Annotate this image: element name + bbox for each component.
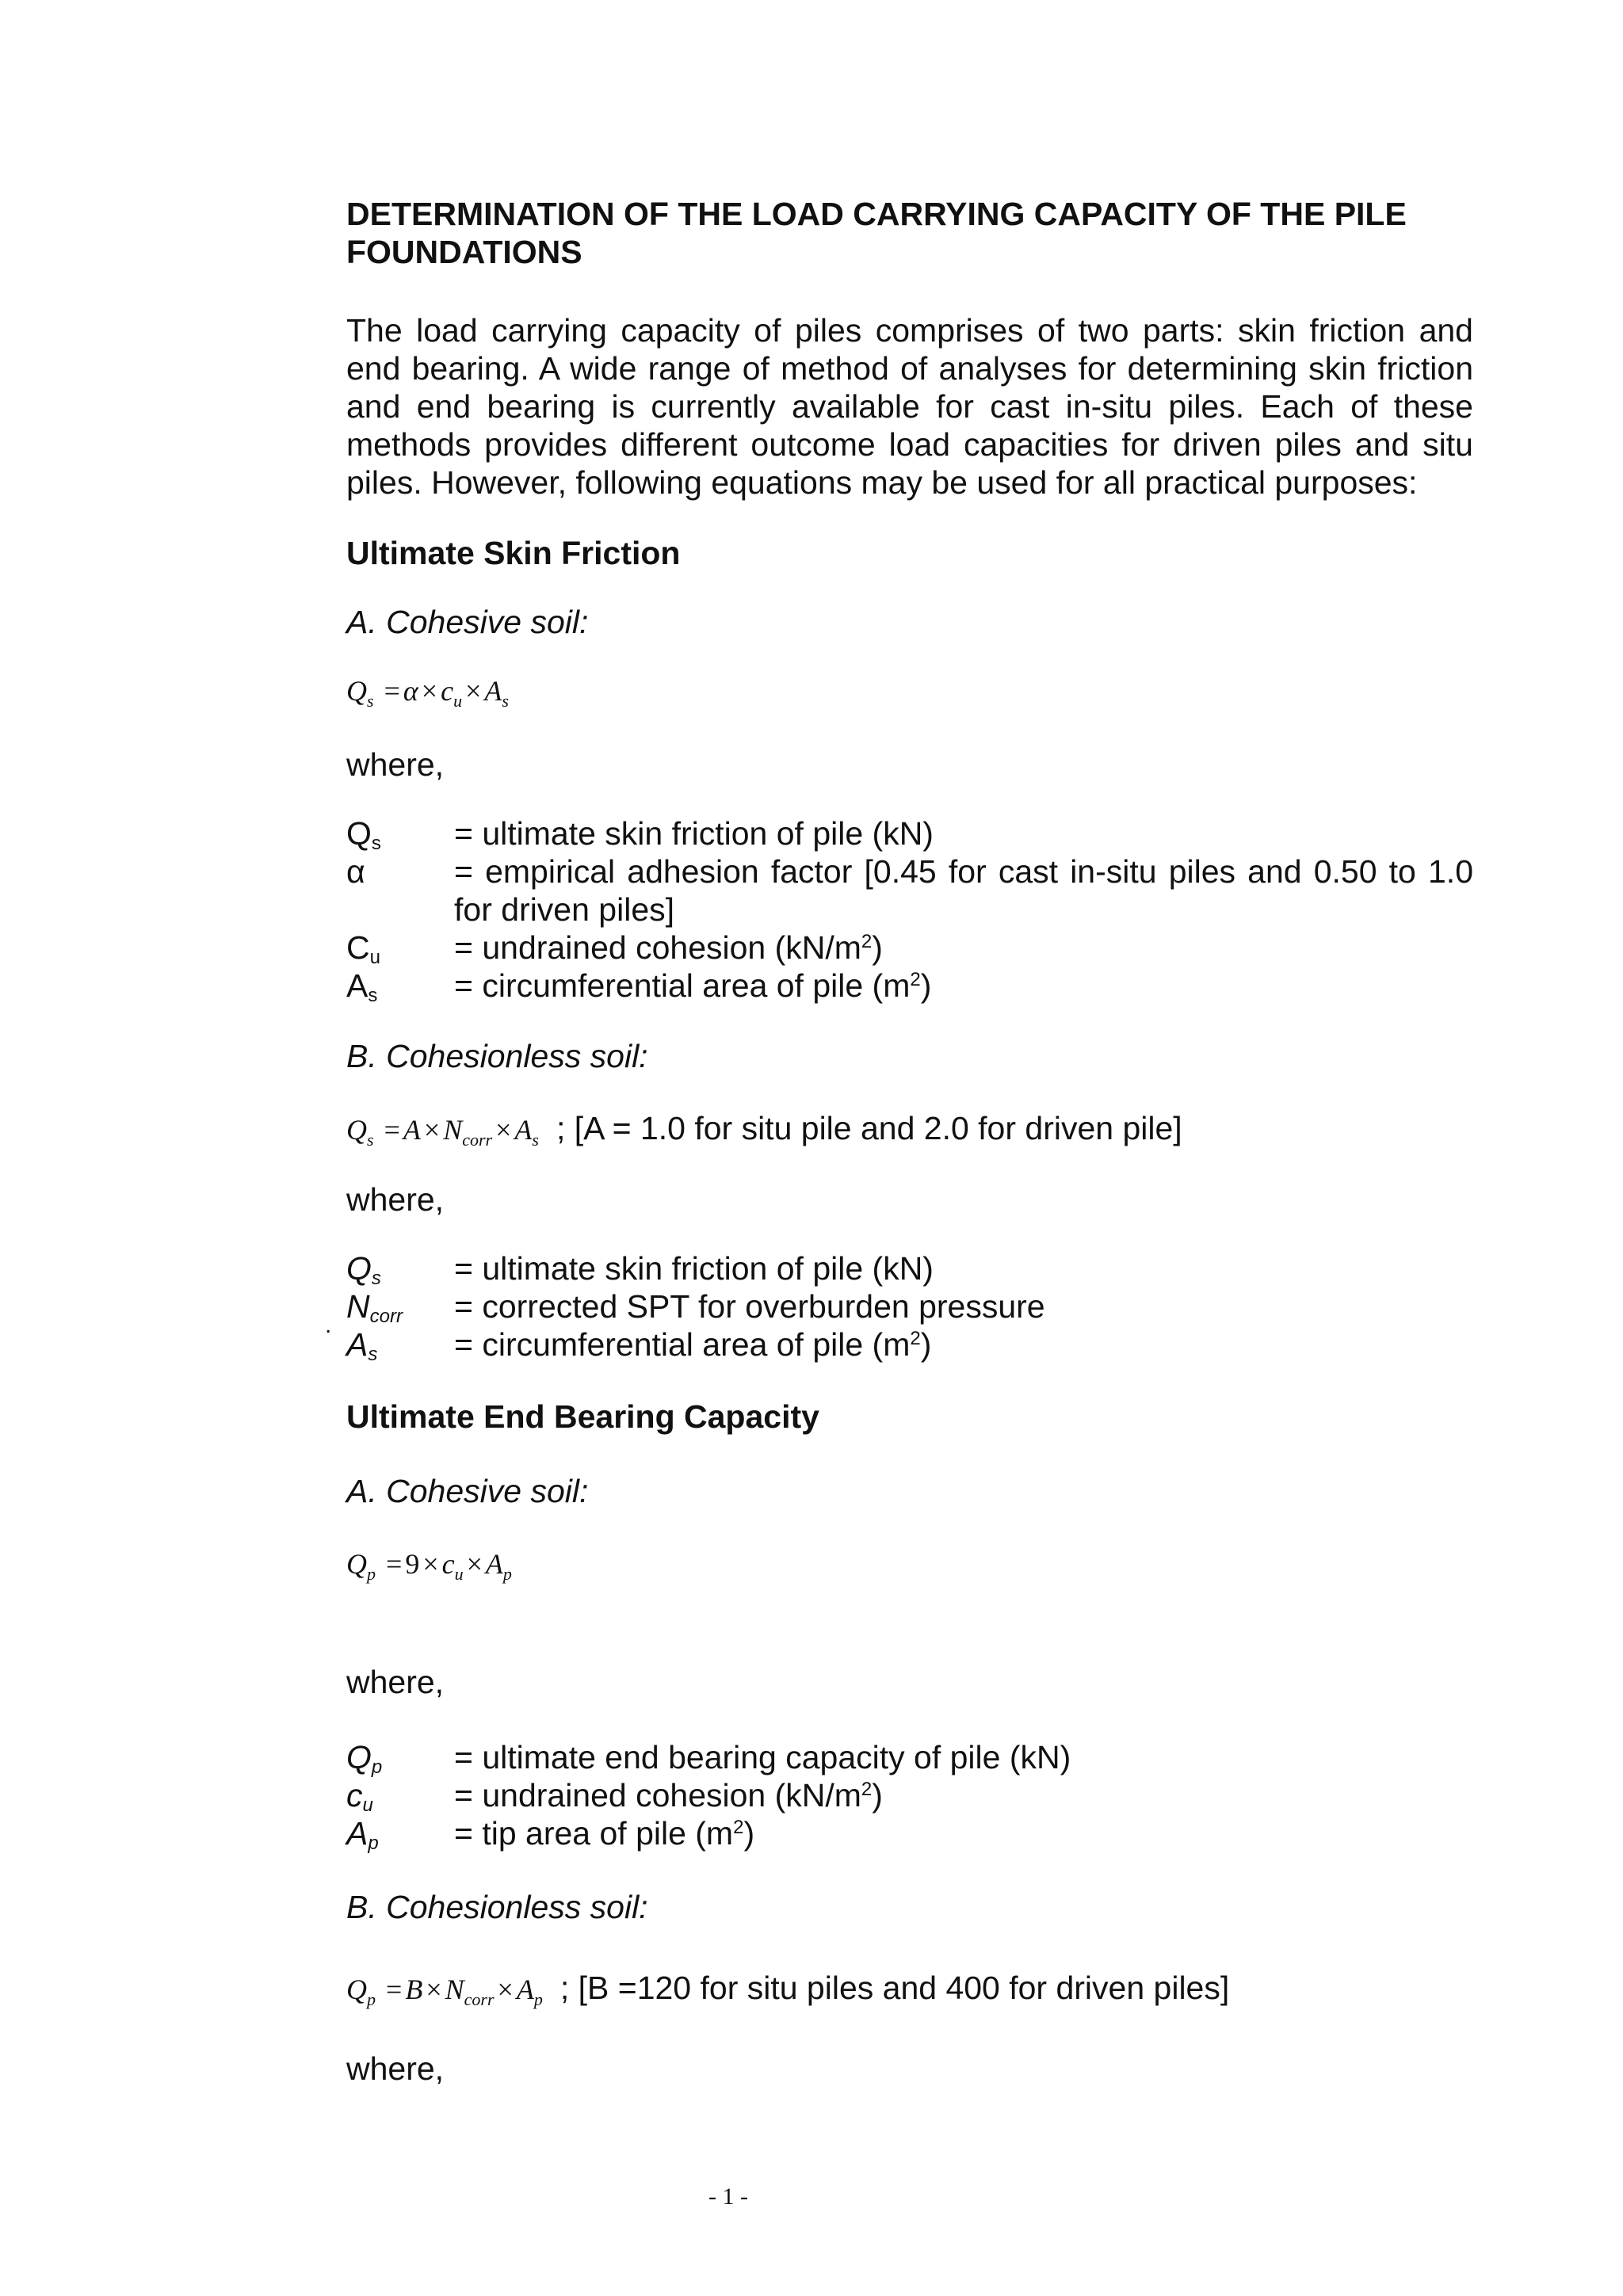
where-label: where, [346, 2050, 445, 2087]
intro-paragraph: The load carrying capacity of piles comprises of two parts: skin friction and end bearing. A wide range of method of analyses for determining skin friction and end bearing is currently available for cast in-situ piles. Each of these methods provides different outcome load capacities for driven piles and situ piles. However, following equations may be used for all practical purposes: [346, 312, 1473, 501]
skin-friction-heading: Ultimate Skin Friction [346, 535, 681, 571]
document-title: DETERMINATION OF THE LOAD CARRYING CAPACITY OF THE PILE FOUNDATIONS [346, 196, 1407, 270]
skin-cohesive-label: A. Cohesive soil: [346, 604, 589, 640]
page-number: - 1 - [708, 2183, 748, 2210]
end-cohesionless-label: B. Cohesionless soil: [346, 1889, 648, 1925]
where-label: where, [346, 1181, 445, 1218]
skin-cohesionless-equation: $Q_s = A \times N_{corr} \times A_s$ ; [A = 1.0 for situ pile and 2.0 for driven pile] [346, 1110, 1182, 1150]
end-cohesionless-equation: $Q_p = B \times N_{corr} \times A_p$ ; [B =120 for situ piles and 400 for driven piles] [346, 1970, 1230, 2009]
where-label: where, [346, 746, 445, 783]
document-page: DETERMINATION OF THE LOAD CARRYING CAPACITY OF THE PILE FOUNDATIONS The load carrying capacity of piles comprises of two parts: skin friction and end bearing. A wide range of method of analyses for determining skin friction and end bearing is currently available for cast in-situ piles. Each of these methods provides different outcome load capacities for driven piles and situ piles. However, following equations may be used for all practical purposes: Ultimate Skin Friction A. Cohesive soil: $Q_s = \alpha \times c_u \times A_s$ where, $Q_s$ = ultimate skin friction of pile (kN) α = empirical adhesion factor [0.45 for cast in-situ piles and 0.50 to 1.0 for driven piles] $C_u$ = undrained cohesion $(kN/m^2)$ $A_s$ = circumferential area of pile $(m^2)$ B. Cohesionless soil: $Q_s = A \times N_{corr} \times A_s$ ; [A = 1.0 for situ pile and 2.0 for driven pile] where, $Q_s$ = ultimate skin friction of pile (kN) $N_{corr}$ = corrected SPT for overburden pressure $A_s$ = circumferential area of pile $(m^2)$ . Ultimate End Bearing Capacity A. Cohesive soil: $Q_p = 9 \times c_u \times A_p$ where, $Q_p$ = ultimate end bearing capacity of pile (kN) $c_u$ = undrained cohesion $(kN/m^2)$ $A_p$ = tip area of pile $(m^2)$ B. Cohesionless soil: $Q_p = B \times N_{corr} \times A_p$ ; [B =120 for situ piles and 400 for driven piles] where, - 1 - [0, 0, 1623, 2296]
skin-cohesive-equation: $Q_s = \alpha \times c_u \times A_s$ [346, 675, 509, 711]
end-cohesive-label: A. Cohesive soil: [346, 1473, 589, 1509]
definition-row: α = empirical adhesion factor [0.45 for cast in-situ piles and 0.50 to 1.0 for driven piles] [346, 853, 1473, 928]
end-bearing-heading: Ultimate End Bearing Capacity [346, 1398, 819, 1435]
where-label: where, [346, 1664, 445, 1700]
end-cohesive-equation: $Q_p = 9 \times c_u \times A_p$ [346, 1548, 512, 1584]
skin-cohesionless-label: B. Cohesionless soil: [346, 1038, 648, 1074]
stray-mark: . [325, 1312, 332, 1338]
